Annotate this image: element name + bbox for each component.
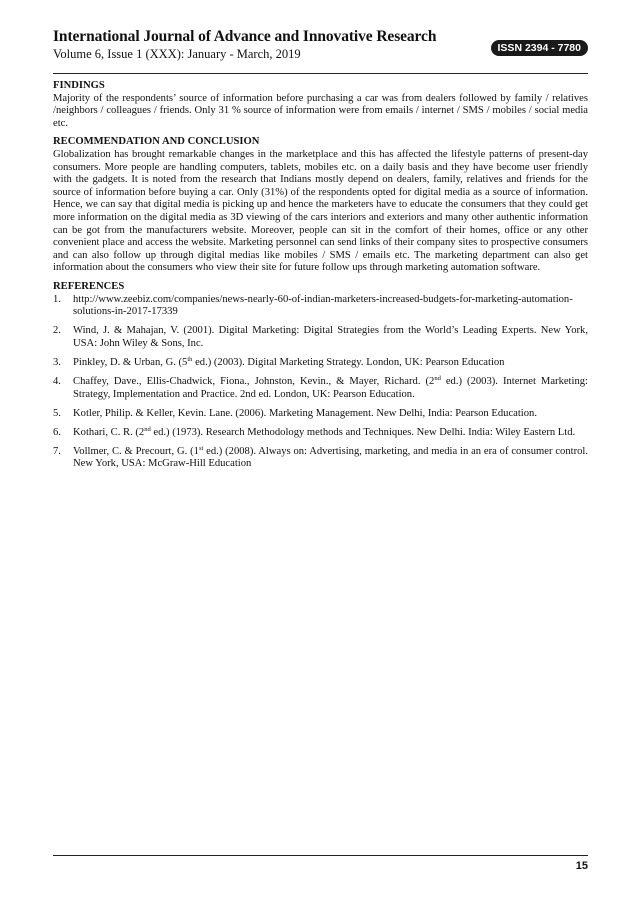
reference-item <box>53 294 588 319</box>
reference-item <box>53 376 588 401</box>
volume-issue: Volume 6, Issue 1 (XXX): January - March, 2019 <box>53 47 301 61</box>
reference-text: http://www.zeebiz.com/companies/news-nearly-60-of-indian-marketers-increased-budgets-for-marketing-automation-solutions-in-2017-17339 <box>73 293 573 318</box>
reference-number: 6. <box>53 426 61 438</box>
reference-text-post: ed.) (2003). Internet Marketing: Strategy, Implementation and Practice. 2nd ed. London, UK: Pearson Education. <box>73 375 588 400</box>
header-divider <box>53 73 588 74</box>
reference-item <box>53 325 588 350</box>
reference-text-pre: Vollmer, C. & Precourt, G. (1 <box>73 445 199 457</box>
reference-superscript: nd <box>434 374 441 382</box>
page-content <box>53 80 588 478</box>
reference-number: 4. <box>53 375 61 387</box>
page-header <box>53 28 588 62</box>
reference-number: 3. <box>53 356 61 368</box>
page-number: 15 <box>575 860 588 872</box>
footer-divider <box>53 855 588 856</box>
reference-superscript: nd <box>144 425 151 433</box>
findings-section <box>53 80 588 130</box>
references-heading: REFERENCES <box>53 280 125 292</box>
reference-item <box>53 446 588 471</box>
findings-text: Majority of the respondents’ source of information before purchasing a car was from dealers followed by family / relatives /neighbors / colleagues / friends. Only 31 % source of information were from emails / internet / SMS / mobiles / social media etc. <box>53 92 588 129</box>
references-section <box>53 281 588 471</box>
reference-number: 5. <box>53 407 61 419</box>
reference-item <box>53 357 588 370</box>
journal-title: International Journal of Advance and Innovative Research <box>53 28 437 45</box>
reference-text-pre: Chaffey, Dave., Ellis-Chadwick, Fiona., Johnston, Kevin., & Mayer, Richard. (2 <box>73 375 435 387</box>
reference-item <box>53 427 588 440</box>
recommendation-heading: RECOMMENDATION AND CONCLUSION <box>53 136 260 148</box>
reference-item <box>53 408 588 421</box>
reference-text-pre: Pinkley, D. & Urban, G. (5 <box>73 356 188 368</box>
reference-list <box>53 294 588 472</box>
reference-text: Wind, J. & Mahajan, V. (2001). Digital Marketing: Digital Strategies from the World’s Leading Experts. New York, USA: John Wiley & Sons, Inc. <box>73 325 588 349</box>
reference-number: 7. <box>53 445 61 457</box>
reference-text-pre: Kothari, C. R. (2 <box>73 426 145 438</box>
reference-superscript: th <box>187 355 193 363</box>
reference-number: 1. <box>53 293 61 305</box>
reference-text-post: ed.) (2003). Digital Marketing Strategy. London, UK: Pearson Education <box>192 356 505 368</box>
reference-text-post: ed.) (1973). Research Methodology methods and Techniques. New Delhi. India: Wiley Eastern Ltd. <box>150 426 576 438</box>
reference-number: 2. <box>53 325 61 337</box>
reference-text: Kotler, Philip. & Keller, Kevin. Lane. (2006). Marketing Management. New Delhi, India: Pearson Education. <box>73 407 537 419</box>
reference-superscript: st <box>198 444 204 452</box>
findings-heading: FINDINGS <box>53 80 105 91</box>
recommendation-section <box>53 136 588 275</box>
issn-badge: ISSN 2394 - 7780 <box>491 40 588 56</box>
recommendation-text: Globalization has brought remarkable changes in the marketplace and this has affected the lifestyle patterns of present-day consumers. More people are handling computers, tablets, mobiles etc. on a daily basis and they have become user friendly with the gadgets. It is noted from the research that Indians mostly depend on dealers, family, relatives and friends for the source of information before buying a car. Only (31%) of the respondents opted for digital media as a source of information. Hence, we can say that digital media is picking up and hence the marketers have to educate the consumers that they could get more information on the digital media as 3D viewing of the cars interiors and exteriors and many other authentic information can be got from the manufacturers website. Moreover, people can sit in the comfort of their homes, office or any other convenient place and access the website. Marketing personnel can send links of their company sites to prospective consumers and can also follow up through digital medias like mobiles / SMS / emails etc. The marketing department can also get information about the consumers who view their site for future follow ups through marketing automation software. <box>53 148 588 274</box>
reference-text-post: ed.) (2008). Always on: Advertising, marketing, and media in an era of consumer control. New York, USA: McGraw-Hill Education <box>73 445 588 470</box>
